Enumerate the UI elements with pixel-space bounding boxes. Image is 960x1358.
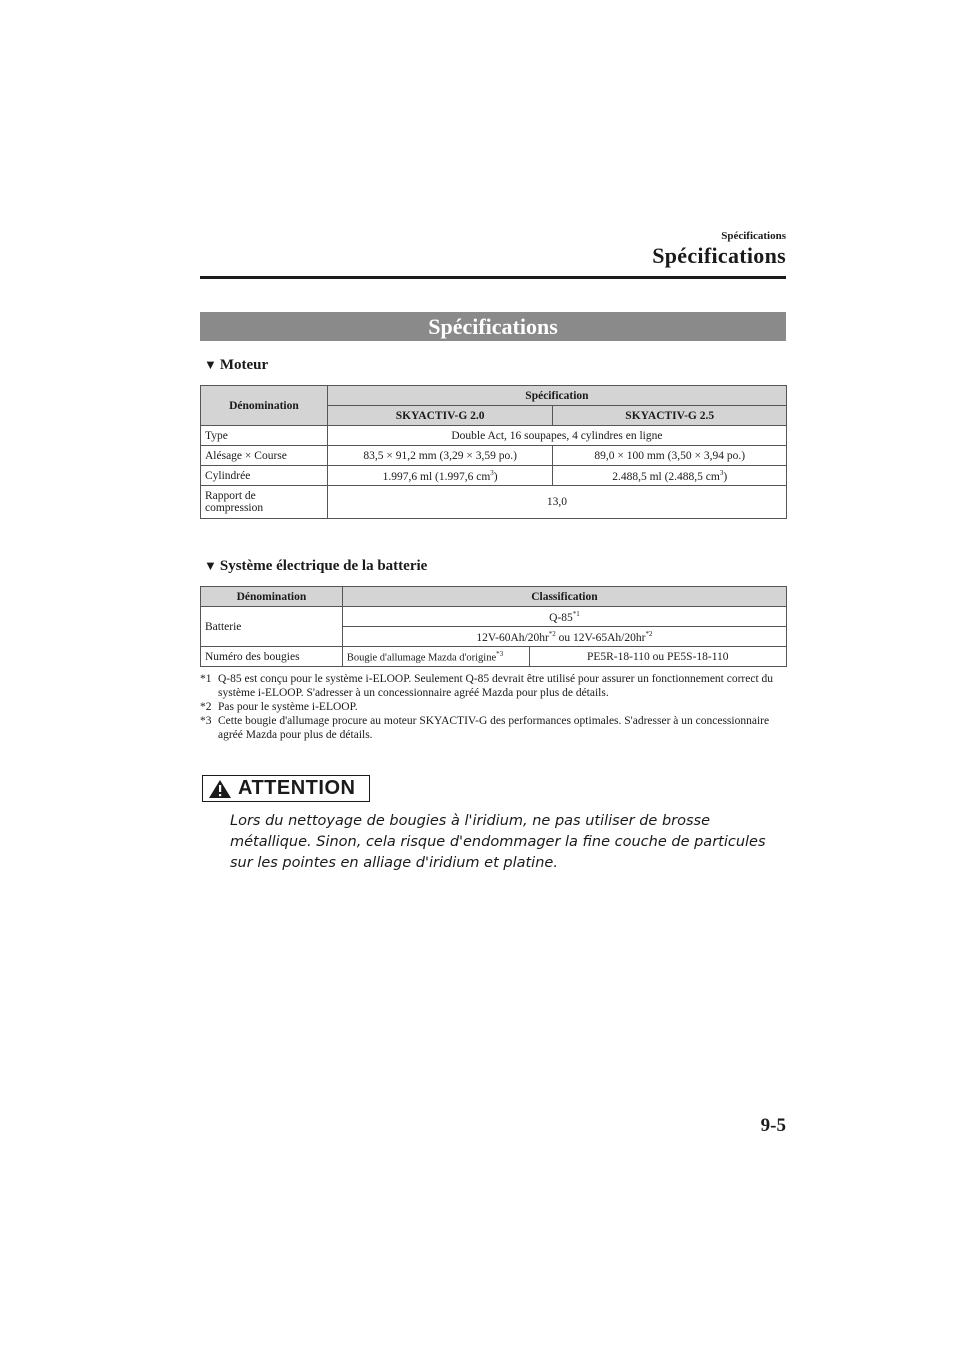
- attention-text: Lors du nettoyage de bougies à l'iridium, ne pas utiliser de brosse métallique. Sinon, cela risque d'endommager la fine couche de particules sur les pointes en alliage d'iridium et platine.: [230, 813, 766, 871]
- warning-icon: [208, 779, 232, 799]
- table-row: [201, 647, 787, 667]
- attention-box: [202, 775, 370, 802]
- triangle-down-icon: ▼: [204, 558, 217, 573]
- row-label: Alésage × Course: [201, 446, 328, 466]
- attention-label: ATTENTION: [238, 777, 356, 799]
- battery-col-class: Classification: [342, 587, 786, 607]
- row-value: 89,0 × 100 mm (3,50 × 3,94 po.): [553, 446, 787, 466]
- triangle-down-icon: ▼: [204, 357, 217, 372]
- header-rule: [200, 276, 786, 279]
- row-label: Rapport de compression: [201, 486, 328, 519]
- engine-table: [200, 385, 787, 519]
- engine-col-name: Dénomination: [201, 386, 328, 426]
- table-row: [201, 607, 787, 627]
- header-section-title: Spécifications: [652, 243, 786, 268]
- engine-col-spec: Spécification: [327, 386, 786, 406]
- engine-variant-25: SKYACTIV-G 2.5: [553, 406, 787, 426]
- row-value: Q-85$^{*1}$: [342, 607, 786, 627]
- battery-table: [200, 586, 787, 667]
- section-banner: Spécifications: [200, 312, 786, 341]
- page-number: 9-5: [760, 1115, 786, 1136]
- table-row: [201, 446, 787, 466]
- engine-heading-text: Moteur: [219, 357, 269, 373]
- footnote: *2 Pas pour le système i-ELOOP.: [200, 701, 358, 713]
- row-value: 13,0: [327, 486, 786, 519]
- row-value: Double Act, 16 soupapes, 4 cylindres en ligne: [327, 426, 786, 446]
- row-value: 83,5 × 91,2 mm (3,29 × 3,59 po.): [327, 446, 553, 466]
- battery-col-name: Dénomination: [201, 587, 343, 607]
- row-value: $12V-60Ah/20hr^{*2}$ ou $12V-65Ah/20hr^{*2}$: [342, 627, 786, 647]
- footnote: *1 Q-85 est conçu pour le système i-ELOOP. Seulement Q-85 devrait être utilisé pour assurer un fonctionnement correct du système i-ELOOP. S'adresser à un concessionnaire agréé Mazda pour plus de détails.: [200, 673, 774, 699]
- footnote: *3 Cette bougie d'allumage procure au moteur SKYACTIV-G des performances optimales. S'adresser à un concessionnaire agréé Mazda pour plus de détails.: [200, 715, 770, 741]
- table-row: [201, 466, 787, 486]
- row-label: Cylindrée: [201, 466, 328, 486]
- row-value: 2.488,5 ml (2.488,5 $cm^3$): [553, 466, 787, 486]
- row-label: Type: [201, 426, 328, 446]
- footnotes: [200, 672, 786, 742]
- row-label: Numéro des bougies: [201, 647, 343, 667]
- engine-heading: [204, 357, 268, 374]
- battery-heading-text: Système électrique de la batterie: [219, 558, 428, 574]
- header-section-small: Spécifications: [721, 230, 786, 242]
- table-row: [201, 486, 787, 519]
- table-row: [201, 426, 787, 446]
- engine-variant-20: SKYACTIV-G 2.0: [327, 406, 553, 426]
- row-label: Batterie: [201, 607, 343, 647]
- battery-heading: [204, 558, 427, 575]
- row-value: 1.997,6 ml (1.997,6 $cm^3$): [327, 466, 553, 486]
- row-sublabel: Bougie d'allumage Mazda d'origine$^{*3}$: [342, 647, 529, 667]
- row-value: PE5R-18-110 ou PE5S-18-110: [529, 647, 786, 667]
